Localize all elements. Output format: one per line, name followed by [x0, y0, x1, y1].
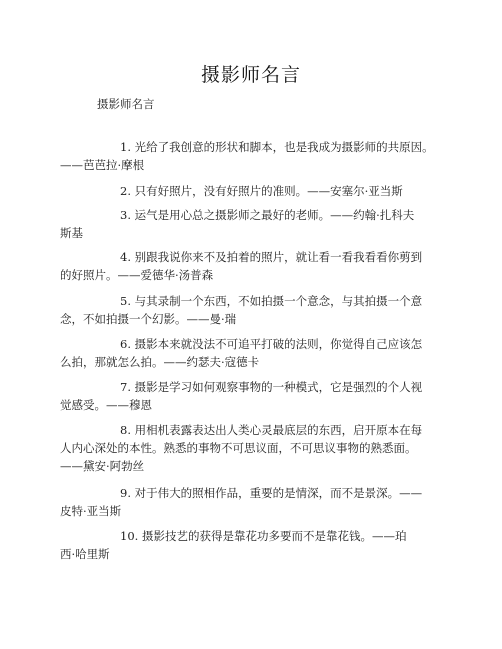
quote-7: [60, 378, 444, 414]
quote-8: [60, 421, 444, 475]
quote-8-line-3: ——黛安·阿勃丝: [60, 459, 145, 473]
quote-4-line-1: 4. 别跟我说你来不及拍着的照片，就让看一看我看看你剪到: [120, 250, 423, 264]
quote-3-line-1: 3. 运气是用心总之摄影师之最好的老师。——约翰·扎科夫: [120, 208, 415, 222]
quote-1-line-2: ——芭芭拉·摩根: [60, 158, 145, 172]
quote-3: [60, 206, 444, 242]
quote-2-line-1: 2. 只有好照片，没有好照片的准则。——安塞尔·亚当斯: [120, 184, 403, 198]
quote-9-line-1: 9. 对于伟大的照相作品，重要的是情深，而不是景深。——: [120, 486, 423, 500]
quote-1-line-1: 1. 光给了我创意的形状和脚本，也是我成为摄影师的共原因。: [120, 140, 434, 154]
quote-7-line-1: 7. 摄影是学习如何观察事物的一种模式，它是强烈的个人视: [120, 380, 423, 394]
quote-5-line-2: 念，不如拍摄一个幻影。——曼·瑞: [60, 312, 237, 326]
quote-3-line-2: 斯基: [60, 226, 83, 240]
quote-8-line-1: 8. 用相机表露表达出人类心灵最底层的东西，启开原本在每: [120, 423, 423, 437]
quote-1: [60, 138, 444, 174]
quote-10: [60, 527, 444, 563]
page-title: 摄影师名言: [200, 64, 301, 86]
quote-5: [60, 292, 444, 328]
quote-2: [60, 182, 444, 200]
quote-6-line-2: 么拍，那就怎么拍。——约瑟夫·寇德卡: [60, 355, 260, 369]
quote-9-line-2: 皮特·亚当斯: [60, 504, 122, 518]
quote-4-line-2: 的好照片。——爱德华·汤普森: [60, 268, 214, 282]
quote-6-line-1: 6. 摄影本来就没法不可追平打破的法则，你觉得自己应该怎: [120, 337, 423, 351]
quote-8-line-2: 人内心深处的本性。熟悉的事物不可思议面，不可思议事物的熟悉面。: [60, 441, 417, 455]
quote-10-line-2: 西·哈里斯: [60, 547, 110, 561]
quote-7-line-2: 觉感受。——穆恩: [60, 398, 152, 412]
quote-10-line-1: 10. 摄影技艺的获得是靠花功多要而不是靠花钱。——珀: [120, 529, 407, 543]
quote-4: [60, 248, 444, 284]
quote-6: [60, 335, 444, 371]
quote-9: [60, 484, 444, 520]
page-subtitle: 摄影师名言: [97, 97, 155, 111]
quote-5-line-1: 5. 与其录制一个东西，不如拍摄一个意念，与其拍摄一个意: [120, 294, 423, 308]
